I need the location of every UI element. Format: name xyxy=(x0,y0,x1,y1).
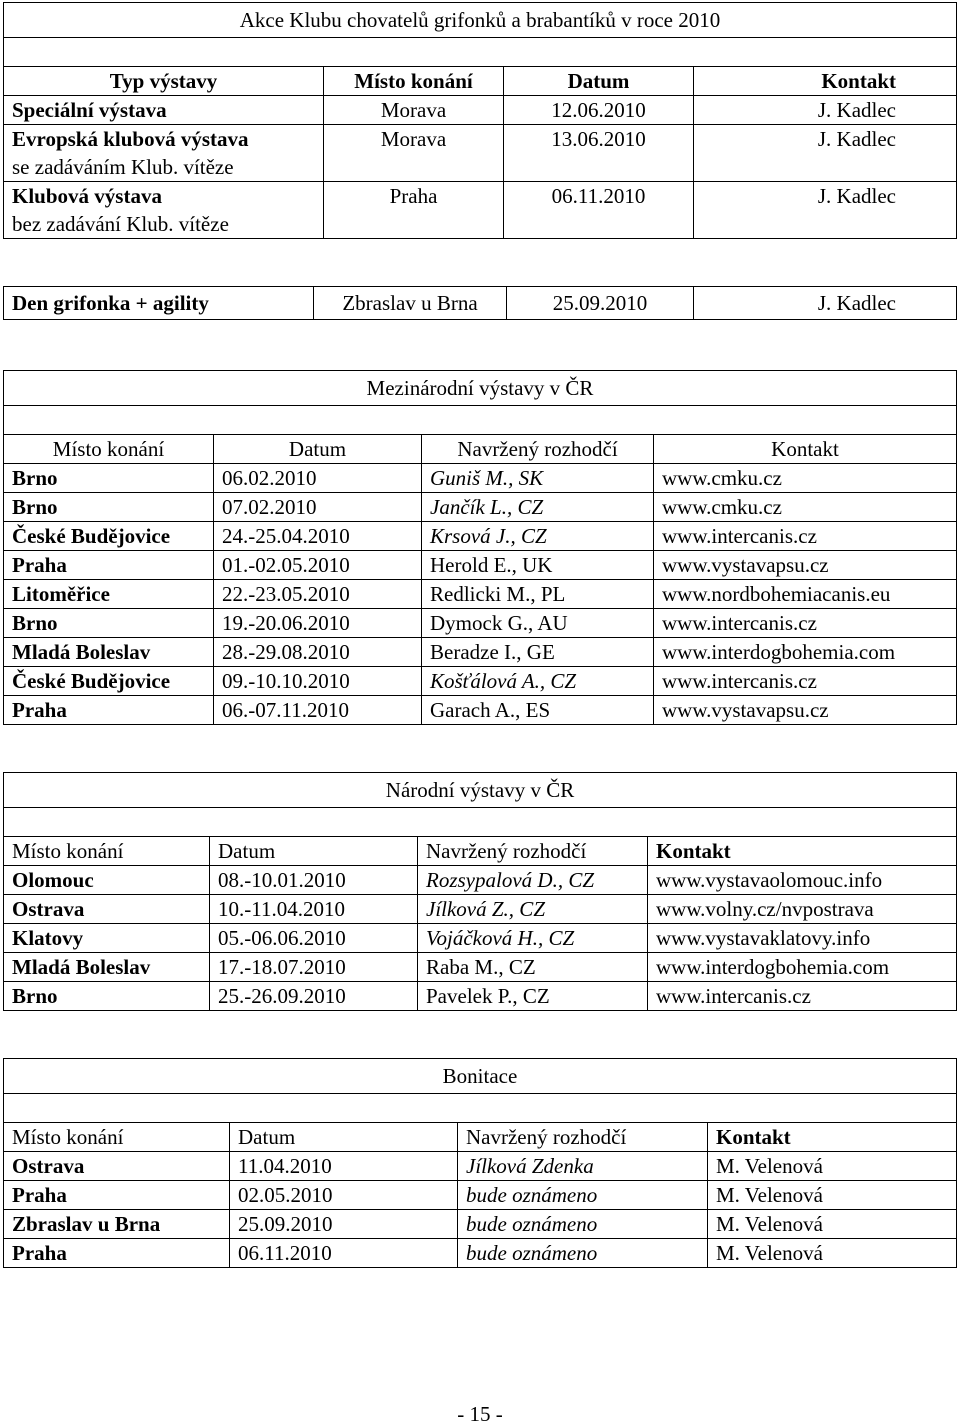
contact-cell: www.vystavapsu.cz xyxy=(654,696,957,725)
contact-cell: M. Velenová xyxy=(708,1210,957,1239)
contact-cell: www.interdogbohemia.com xyxy=(654,638,957,667)
place-cell: Praha xyxy=(4,1239,230,1268)
event-contact: J. Kadlec xyxy=(694,125,957,182)
place-cell: Brno xyxy=(4,982,210,1011)
date-cell: 19.-20.06.2010 xyxy=(214,609,422,638)
place-cell: Klatovy xyxy=(4,924,210,953)
place-cell: Litoměřice xyxy=(4,580,214,609)
place-cell: Praha xyxy=(4,551,214,580)
judge-cell: bude oznámeno xyxy=(458,1239,708,1268)
judge-cell: Košťálová A., CZ xyxy=(422,667,654,696)
event-type-detail: se zadáváním Klub. vítěze xyxy=(12,155,234,179)
club-events-table xyxy=(3,2,957,239)
table-row xyxy=(4,182,957,239)
table-row xyxy=(4,551,957,580)
contact-cell: M. Velenová xyxy=(708,1181,957,1210)
event-type-cell xyxy=(4,182,324,239)
date-cell: 17.-18.07.2010 xyxy=(210,953,418,982)
date-cell: 25.-26.09.2010 xyxy=(210,982,418,1011)
contact-cell: www.interdogbohemia.com xyxy=(648,953,957,982)
international-shows-table xyxy=(3,370,957,725)
club-events-title: Akce Klubu chovatelů grifonků a brabantíků v roce 2010 xyxy=(4,3,957,38)
judge-cell: Rozsypalová D., CZ xyxy=(418,866,648,895)
table-row xyxy=(4,1181,957,1210)
national-title: Národní výstavy v ČR xyxy=(4,773,957,808)
page-number: - 15 - xyxy=(457,1402,503,1426)
table-header-row xyxy=(4,1123,957,1152)
place-cell: Mladá Boleslav xyxy=(4,638,214,667)
international-title: Mezinárodní výstavy v ČR xyxy=(4,371,957,406)
header-judge: Navržený rozhodčí xyxy=(418,837,648,866)
table-row xyxy=(4,953,957,982)
national-shows-table xyxy=(3,772,957,1011)
event-date: 25.09.2010 xyxy=(507,287,694,320)
header-date: Datum xyxy=(210,837,418,866)
date-cell: 09.-10.10.2010 xyxy=(214,667,422,696)
header-date: Datum xyxy=(504,67,694,96)
date-cell: 06.02.2010 xyxy=(214,464,422,493)
table-title-row xyxy=(4,773,957,808)
contact-cell: www.intercanis.cz xyxy=(654,667,957,696)
contact-cell: www.cmku.cz xyxy=(654,464,957,493)
judge-cell: Herold E., UK xyxy=(422,551,654,580)
judge-cell: Jílková Zdenka xyxy=(458,1152,708,1181)
header-judge: Navržený rozhodčí xyxy=(458,1123,708,1152)
contact-cell: www.intercanis.cz xyxy=(654,522,957,551)
table-row xyxy=(4,924,957,953)
event-type-cell xyxy=(4,125,324,182)
event-contact: J. Kadlec xyxy=(694,287,957,320)
table-title-row xyxy=(4,1059,957,1094)
event-contact: J. Kadlec xyxy=(694,182,957,239)
header-judge: Navržený rozhodčí xyxy=(422,435,654,464)
header-place: Místo konání xyxy=(4,435,214,464)
table-row xyxy=(4,96,957,125)
table-row xyxy=(4,522,957,551)
header-contact: Kontakt xyxy=(708,1123,957,1152)
judge-cell: Dymock G., AU xyxy=(422,609,654,638)
event-date: 06.11.2010 xyxy=(504,182,694,239)
contact-cell: www.intercanis.cz xyxy=(648,982,957,1011)
bonitace-table xyxy=(3,1058,957,1268)
table-header-row xyxy=(4,837,957,866)
table-row xyxy=(4,638,957,667)
header-contact: Kontakt xyxy=(648,837,957,866)
table-row xyxy=(4,493,957,522)
table-row xyxy=(4,287,957,320)
table-row xyxy=(4,667,957,696)
header-date: Datum xyxy=(214,435,422,464)
contact-cell: www.intercanis.cz xyxy=(654,609,957,638)
header-place: Místo konání xyxy=(324,67,504,96)
date-cell: 22.-23.05.2010 xyxy=(214,580,422,609)
place-cell: Brno xyxy=(4,493,214,522)
table-header-row xyxy=(4,435,957,464)
place-cell: Brno xyxy=(4,609,214,638)
date-cell: 28.-29.08.2010 xyxy=(214,638,422,667)
table-row xyxy=(4,982,957,1011)
judge-cell: Garach A., ES xyxy=(422,696,654,725)
contact-cell: M. Velenová xyxy=(708,1152,957,1181)
date-cell: 10.-11.04.2010 xyxy=(210,895,418,924)
date-cell: 06.11.2010 xyxy=(230,1239,458,1268)
header-date: Datum xyxy=(230,1123,458,1152)
place-cell: Brno xyxy=(4,464,214,493)
event-place: Morava xyxy=(324,125,504,182)
event-type: Evropská klubová výstava xyxy=(12,127,249,151)
header-contact: Kontakt xyxy=(654,435,957,464)
place-cell: Mladá Boleslav xyxy=(4,953,210,982)
table-row xyxy=(4,580,957,609)
date-cell: 08.-10.01.2010 xyxy=(210,866,418,895)
place-cell: České Budějovice xyxy=(4,667,214,696)
contact-cell: www.cmku.cz xyxy=(654,493,957,522)
bonitace-title: Bonitace xyxy=(4,1059,957,1094)
place-cell: Zbraslav u Brna xyxy=(4,1210,230,1239)
judge-cell: Jílková Z., CZ xyxy=(418,895,648,924)
table-row xyxy=(4,696,957,725)
table-row xyxy=(4,609,957,638)
judge-cell: bude oznámeno xyxy=(458,1181,708,1210)
judge-cell: Raba M., CZ xyxy=(418,953,648,982)
judge-cell: Krsová J., CZ xyxy=(422,522,654,551)
place-cell: Praha xyxy=(4,696,214,725)
judge-cell: Jančík L., CZ xyxy=(422,493,654,522)
header-place: Místo konání xyxy=(4,837,210,866)
event-date: 13.06.2010 xyxy=(504,125,694,182)
judge-cell: Vojáčková H., CZ xyxy=(418,924,648,953)
contact-cell: www.vystavapsu.cz xyxy=(654,551,957,580)
date-cell: 11.04.2010 xyxy=(230,1152,458,1181)
judge-cell: Guniš M., SK xyxy=(422,464,654,493)
extra-event-table xyxy=(3,286,957,320)
place-cell: Olomouc xyxy=(4,866,210,895)
date-cell: 07.02.2010 xyxy=(214,493,422,522)
contact-cell: www.vystavaklatovy.info xyxy=(648,924,957,953)
table-row xyxy=(4,125,957,182)
place-cell: České Budějovice xyxy=(4,522,214,551)
judge-cell: bude oznámeno xyxy=(458,1210,708,1239)
table-row xyxy=(4,866,957,895)
table-row xyxy=(4,1152,957,1181)
event-type-detail: bez zadávání Klub. vítěze xyxy=(12,212,229,236)
header-contact: Kontakt xyxy=(694,67,957,96)
event-place: Praha xyxy=(324,182,504,239)
date-cell: 25.09.2010 xyxy=(230,1210,458,1239)
contact-cell: www.volny.cz/nvpostrava xyxy=(648,895,957,924)
place-cell: Ostrava xyxy=(4,895,210,924)
judge-cell: Beradze I., GE xyxy=(422,638,654,667)
date-cell: 02.05.2010 xyxy=(230,1181,458,1210)
contact-cell: www.nordbohemiacanis.eu xyxy=(654,580,957,609)
event-type: Speciální výstava xyxy=(4,96,324,125)
date-cell: 24.-25.04.2010 xyxy=(214,522,422,551)
table-row xyxy=(4,464,957,493)
header-type: Typ výstavy xyxy=(4,67,324,96)
table-title-row xyxy=(4,371,957,406)
judge-cell: Redlicki M., PL xyxy=(422,580,654,609)
header-place: Místo konání xyxy=(4,1123,230,1152)
contact-cell: www.vystavaolomouc.info xyxy=(648,866,957,895)
date-cell: 01.-02.05.2010 xyxy=(214,551,422,580)
table-row xyxy=(4,1210,957,1239)
table-title-row xyxy=(4,3,957,38)
table-row xyxy=(4,1239,957,1268)
event-type: Den grifonka + agility xyxy=(4,287,314,320)
place-cell: Ostrava xyxy=(4,1152,230,1181)
event-date: 12.06.2010 xyxy=(504,96,694,125)
date-cell: 05.-06.06.2010 xyxy=(210,924,418,953)
date-cell: 06.-07.11.2010 xyxy=(214,696,422,725)
event-place: Zbraslav u Brna xyxy=(314,287,507,320)
judge-cell: Pavelek P., CZ xyxy=(418,982,648,1011)
contact-cell: M. Velenová xyxy=(708,1239,957,1268)
event-place: Morava xyxy=(324,96,504,125)
place-cell: Praha xyxy=(4,1181,230,1210)
event-contact: J. Kadlec xyxy=(694,96,957,125)
table-header-row xyxy=(4,67,957,96)
table-row xyxy=(4,895,957,924)
event-type: Klubová výstava xyxy=(12,184,162,208)
